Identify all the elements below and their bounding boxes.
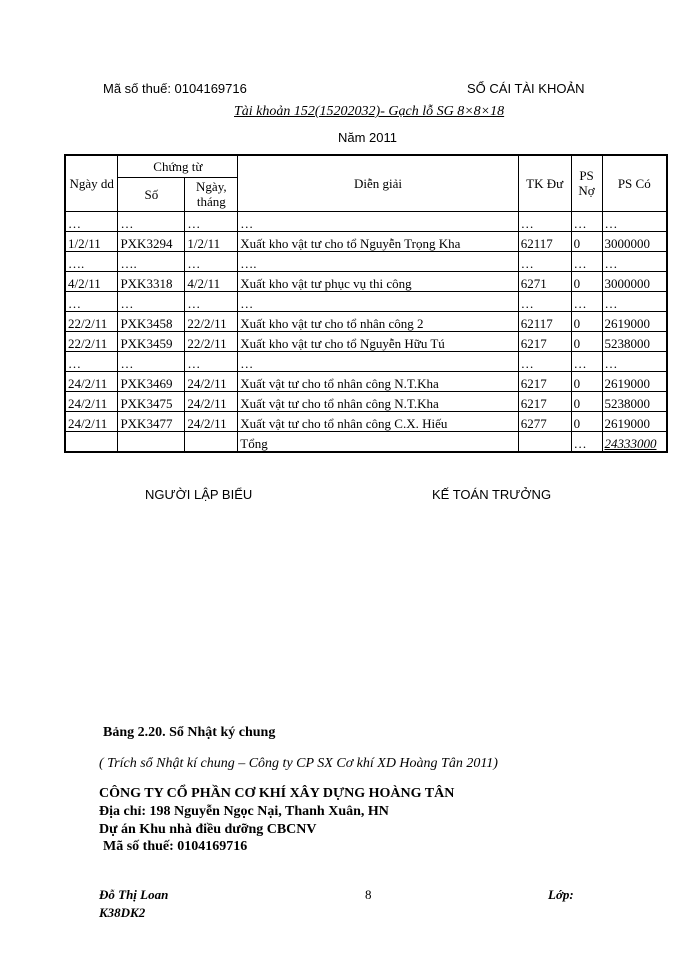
row-contra-account: 6217 — [518, 371, 571, 391]
row-voucher-date: 24/2/11 — [185, 411, 238, 431]
row-credit: 2619000 — [602, 371, 667, 391]
row-contra-account: … — [518, 351, 571, 371]
ledger-body — [65, 211, 667, 431]
signature-chief-accountant: KẾ TOÁN TRƯỞNG — [432, 487, 552, 502]
row-credit: 3000000 — [602, 271, 667, 291]
row-description: … — [238, 211, 518, 231]
row-description: Xuất kho vật tư phục vụ thi công — [238, 271, 518, 291]
row-description: …. — [238, 251, 518, 271]
row-credit: … — [602, 251, 667, 271]
row-contra-account: 6217 — [518, 331, 571, 351]
row-debit: … — [571, 291, 602, 311]
row-voucher-date: 22/2/11 — [185, 311, 238, 331]
total-empty-cell — [518, 431, 571, 452]
row-voucher-date: … — [185, 251, 238, 271]
row-contra-account: 62117 — [518, 231, 571, 251]
company-tax-code: Mã số thuế: 0104169716 — [103, 839, 248, 854]
table-row — [65, 211, 667, 231]
row-voucher-date: 22/2/11 — [185, 331, 238, 351]
total-empty-cell — [185, 431, 238, 452]
row-contra-account: … — [518, 211, 571, 231]
row-date: 24/2/11 — [65, 391, 118, 411]
row-credit: 3000000 — [602, 231, 667, 251]
total-debit: … — [571, 431, 602, 452]
row-voucher-no: … — [118, 291, 185, 311]
row-credit: 2619000 — [602, 311, 667, 331]
row-voucher-date: 1/2/11 — [185, 231, 238, 251]
row-description: Xuất vật tư cho tổ nhân công C.X. Hiếu — [238, 411, 518, 431]
row-credit: … — [602, 291, 667, 311]
row-date: 4/2/11 — [65, 271, 118, 291]
row-voucher-no: PXK3459 — [118, 331, 185, 351]
row-description: Xuất kho vật tư cho tổ nhân công 2 — [238, 311, 518, 331]
total-credit: 24333000 — [602, 431, 667, 452]
row-credit: … — [602, 351, 667, 371]
header-voucher-date: Ngày, tháng — [185, 177, 238, 211]
row-voucher-no: PXK3475 — [118, 391, 185, 411]
row-debit: 0 — [571, 411, 602, 431]
row-voucher-no: PXK3294 — [118, 231, 185, 251]
row-description: Xuất kho vật tư cho tổ Nguyễn Hữu Tú — [238, 331, 518, 351]
row-voucher-no: PXK3469 — [118, 371, 185, 391]
row-date: 1/2/11 — [65, 231, 118, 251]
row-date: …. — [65, 251, 118, 271]
row-debit: 0 — [571, 371, 602, 391]
row-date: … — [65, 291, 118, 311]
row-debit: 0 — [571, 391, 602, 411]
header-date: Ngày dd — [65, 155, 118, 211]
footer-class-label: Lớp: — [548, 887, 574, 902]
row-voucher-date: 4/2/11 — [185, 271, 238, 291]
row-voucher-date: 24/2/11 — [185, 391, 238, 411]
section-caption: Bảng 2.20. Sổ Nhật ký chung — [103, 725, 276, 740]
company-address: Địa chỉ: 198 Nguyễn Ngọc Nại, Thanh Xuân, HN — [99, 804, 389, 819]
row-contra-account: 6277 — [518, 411, 571, 431]
header-credit: PS Có — [602, 155, 667, 211]
footer-class-code: K38DK2 — [99, 905, 146, 920]
row-debit: 0 — [571, 231, 602, 251]
row-contra-account: … — [518, 291, 571, 311]
row-voucher-date: … — [185, 351, 238, 371]
table-row — [65, 231, 667, 251]
table-row — [65, 271, 667, 291]
account-line: Tài khoản 152(15202032)- Gạch lỗ SG 8×8×18 — [234, 104, 505, 119]
row-voucher-no: PXK3458 — [118, 311, 185, 331]
table-row — [65, 371, 667, 391]
table-row — [65, 291, 667, 311]
table-row — [65, 331, 667, 351]
row-debit: 0 — [571, 311, 602, 331]
row-voucher-no: …. — [118, 251, 185, 271]
row-contra-account: 62117 — [518, 311, 571, 331]
row-voucher-no: … — [118, 351, 185, 371]
row-voucher-date: … — [185, 211, 238, 231]
header-debit: PS Nợ — [571, 155, 602, 211]
total-label: Tổng — [238, 431, 518, 452]
row-description: Xuất vật tư cho tổ nhân công N.T.Kha — [238, 391, 518, 411]
header-description: Diễn giải — [238, 155, 518, 211]
table-row — [65, 311, 667, 331]
row-credit: … — [602, 211, 667, 231]
row-contra-account: 6271 — [518, 271, 571, 291]
row-contra-account: 6217 — [518, 391, 571, 411]
row-credit: 2619000 — [602, 411, 667, 431]
row-contra-account: … — [518, 251, 571, 271]
footer-author: Đỗ Thị Loan — [99, 887, 169, 902]
row-debit: 0 — [571, 331, 602, 351]
row-debit: … — [571, 251, 602, 271]
section-source: ( Trích sổ Nhật kí chung – Công ty CP SX Cơ khí XD Hoàng Tân 2011) — [99, 756, 498, 771]
header-contra-account: TK Đư — [518, 155, 571, 211]
row-date: 22/2/11 — [65, 331, 118, 351]
row-voucher-no: PXK3318 — [118, 271, 185, 291]
row-description: Xuất vật tư cho tổ nhân công N.T.Kha — [238, 371, 518, 391]
row-voucher-date: 24/2/11 — [185, 371, 238, 391]
row-debit: 0 — [571, 271, 602, 291]
row-voucher-no: … — [118, 211, 185, 231]
row-date: 22/2/11 — [65, 311, 118, 331]
company-project: Dự án Khu nhà điều dưỡng CBCNV — [99, 822, 317, 837]
row-description: … — [238, 291, 518, 311]
table-row — [65, 391, 667, 411]
page-number: 8 — [365, 887, 372, 902]
row-credit: 5238000 — [602, 331, 667, 351]
row-date: … — [65, 351, 118, 371]
year-line: Năm 2011 — [338, 130, 398, 145]
company-name: CÔNG TY CỔ PHẦN CƠ KHÍ XÂY DỰNG HOÀNG TÂN — [99, 786, 455, 801]
total-row — [65, 431, 667, 452]
table-row — [65, 411, 667, 431]
row-date: 24/2/11 — [65, 411, 118, 431]
row-description: Xuất kho vật tư cho tổ Nguyễn Trọng Kha — [238, 231, 518, 251]
header-voucher: Chứng từ — [118, 155, 238, 177]
row-voucher-no: PXK3477 — [118, 411, 185, 431]
ledger-table — [64, 154, 668, 453]
row-date: 24/2/11 — [65, 371, 118, 391]
table-row — [65, 351, 667, 371]
table-row — [65, 251, 667, 271]
ledger-title: SỔ CÁI TÀI KHOẢN — [467, 81, 585, 96]
total-empty-cell — [65, 431, 118, 452]
row-voucher-date: … — [185, 291, 238, 311]
row-debit: … — [571, 211, 602, 231]
row-date: … — [65, 211, 118, 231]
total-empty-cell — [118, 431, 185, 452]
tax-code-header: Mã số thuế: 0104169716 — [103, 81, 247, 96]
row-description: … — [238, 351, 518, 371]
row-credit: 5238000 — [602, 391, 667, 411]
header-voucher-no: Số — [118, 177, 185, 211]
signature-preparer: NGƯỜI LẬP BIỂU — [145, 487, 253, 502]
row-debit: … — [571, 351, 602, 371]
